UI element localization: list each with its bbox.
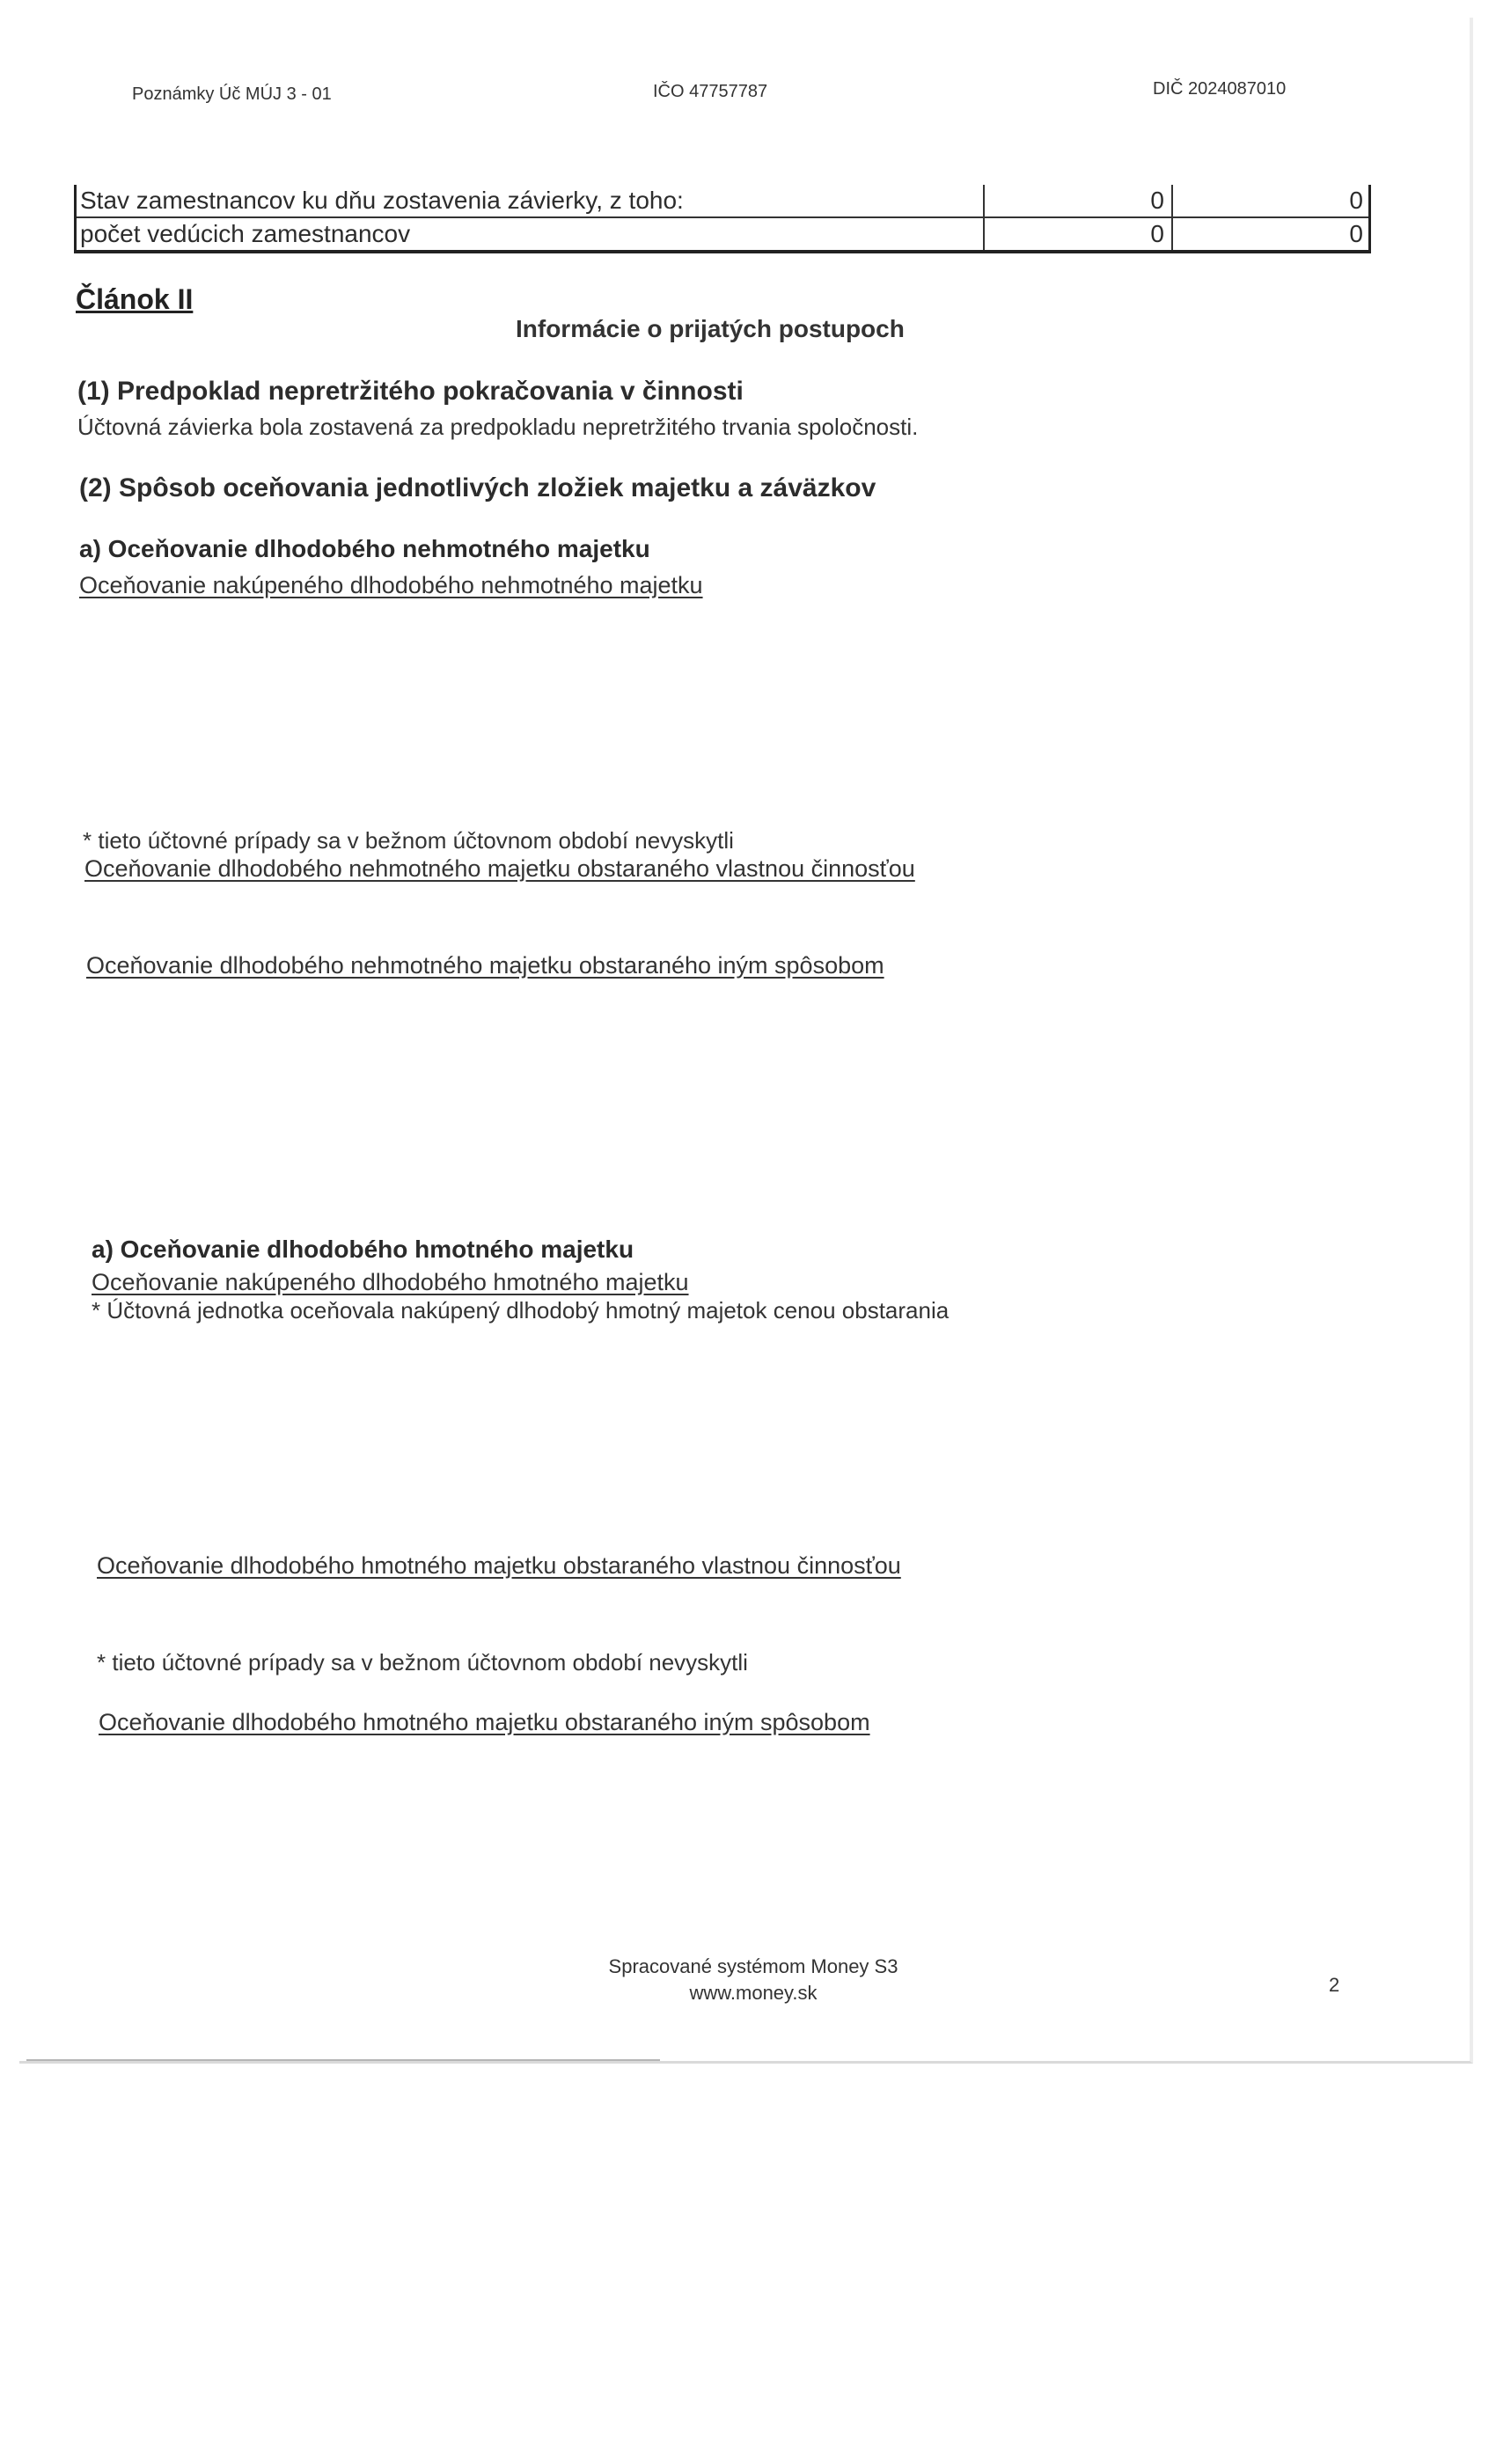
intangible-note: * tieto účtovné prípady sa v bežnom účtovnom období nevyskytli bbox=[83, 827, 734, 854]
tangible-note: * tieto účtovné prípady sa v bežnom účtovnom období nevyskytli bbox=[97, 1649, 748, 1676]
page-edge-line bbox=[26, 2059, 660, 2061]
tangible-heading: a) Oceňovanie dlhodobého hmotného majetku bbox=[92, 1236, 634, 1263]
tangible-other-way: Oceňovanie dlhodobého hmotného majetku obstaraného iným spôsobom bbox=[99, 1709, 870, 1735]
managers-count-value-current: 0 bbox=[984, 217, 1172, 252]
managers-count-value-previous: 0 bbox=[1172, 217, 1370, 252]
tangible-purchased-note: * Účtovná jednotka oceňovala nakúpený dlhodobý hmotný majetok cenou obstarania bbox=[92, 1297, 950, 1324]
tangible-own-activity: Oceňovanie dlhodobého hmotného majetku obstaraného vlastnou činnosťou bbox=[97, 1552, 901, 1579]
staff-count-value-previous: 0 bbox=[1172, 185, 1370, 217]
managers-count-label: počet vedúcich zamestnancov bbox=[76, 217, 985, 252]
page-number: 2 bbox=[1329, 1974, 1340, 1996]
intangible-own-activity: Oceňovanie dlhodobého nehmotného majetku obstaraného vlastnou činnosťou bbox=[84, 855, 915, 882]
staff-count-label: Stav zamestnancov ku dňu zostavenia závierky, z toho: bbox=[76, 185, 985, 217]
header-dic: DIČ 2024087010 bbox=[1153, 79, 1287, 99]
article-title: Článok II bbox=[76, 283, 194, 315]
intangible-heading: a) Oceňovanie dlhodobého nehmotného majetku bbox=[79, 535, 650, 562]
staff-table bbox=[74, 185, 1371, 253]
footer-software: Spracované systémom Money S3 bbox=[608, 1955, 898, 1977]
header-ico: IČO 47757787 bbox=[653, 82, 768, 101]
table-row bbox=[76, 185, 1370, 217]
staff-count-value-current: 0 bbox=[984, 185, 1172, 217]
intangible-other-way: Oceňovanie dlhodobého nehmotného majetku obstaraného iným spôsobom bbox=[86, 952, 884, 979]
footer-website: www.money.sk bbox=[689, 1982, 818, 2004]
header-left: Poznámky Úč MÚJ 3 - 01 bbox=[132, 84, 332, 104]
article-subtitle: Informácie o prijatých postupoch bbox=[516, 315, 905, 342]
section-1-heading: (1) Predpoklad nepretržitého pokračovania v činnosti bbox=[77, 377, 744, 406]
table-row bbox=[76, 217, 1370, 252]
section-2-heading: (2) Spôsob oceňovania jednotlivých zložiek majetku a záväzkov bbox=[79, 473, 876, 502]
section-1-text: Účtovná závierka bola zostavená za predpokladu nepretržitého trvania spoločnosti. bbox=[77, 414, 919, 440]
intangible-purchased: Oceňovanie nakúpeného dlhodobého nehmotného majetku bbox=[79, 572, 703, 598]
tangible-purchased: Oceňovanie nakúpeného dlhodobého hmotného majetku bbox=[92, 1269, 689, 1295]
